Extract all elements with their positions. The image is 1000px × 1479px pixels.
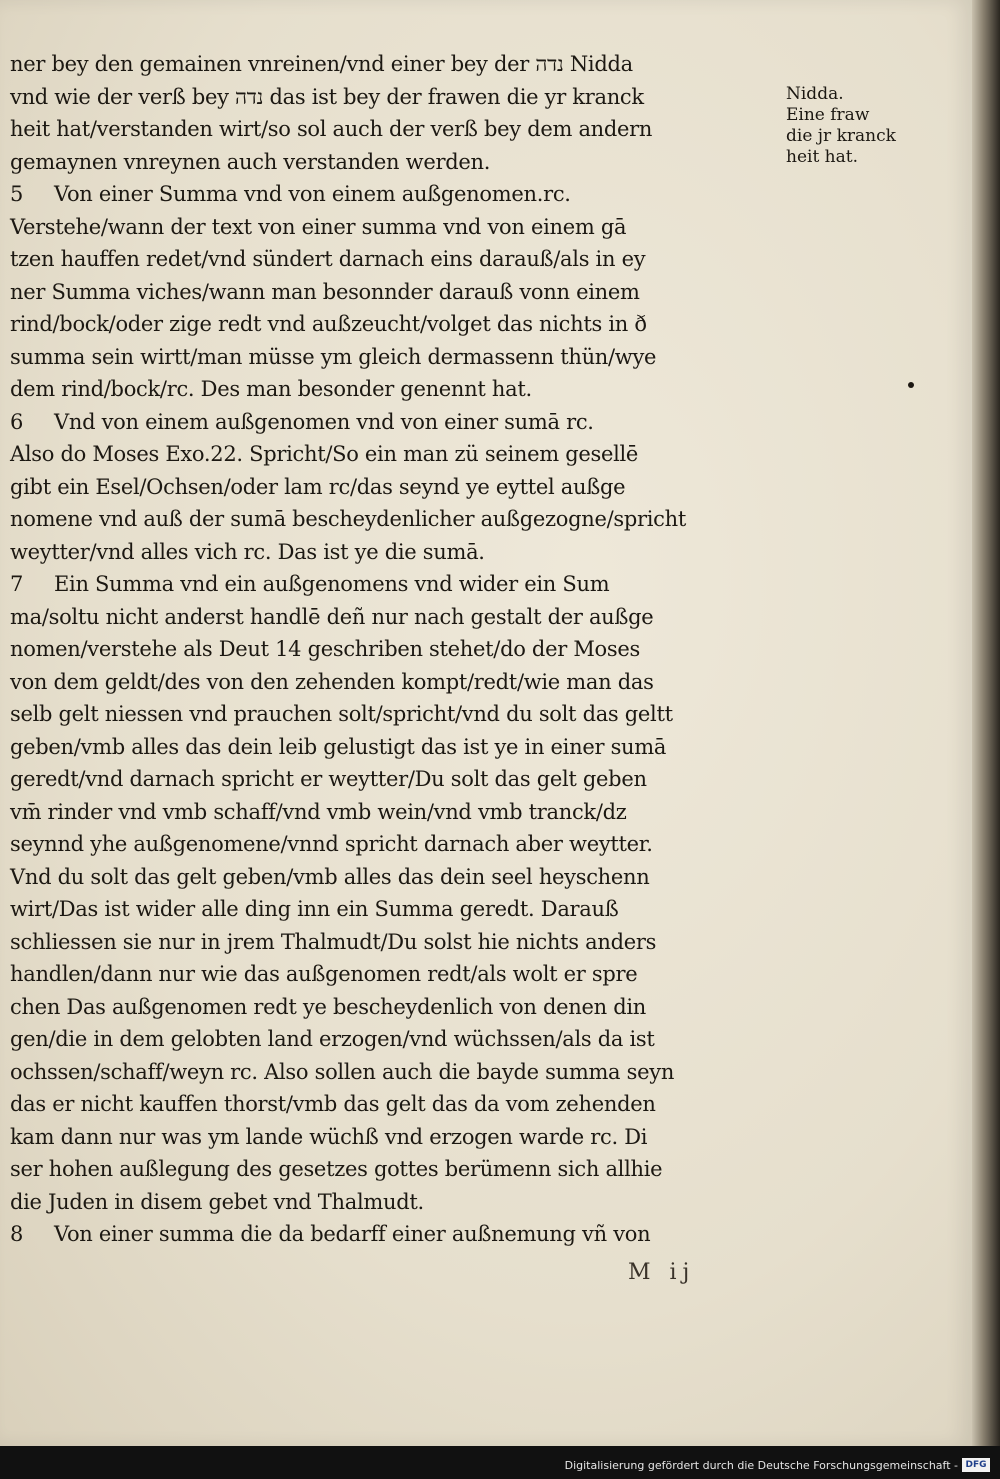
line-text: Vnd von einem außgenomen vnd von einer sumā rc. (54, 409, 594, 434)
line-text: gen/die in dem gelobten land erzogen/vnd wüchssen/als da ist (10, 1027, 655, 1051)
margin-note-line: heit hat. (786, 147, 859, 167)
text-line (10, 731, 790, 764)
text-line (10, 926, 790, 959)
main-text-block (10, 48, 790, 1251)
text-line (10, 893, 790, 926)
text-line (10, 471, 790, 504)
footer-credit: Digitalisierung gefördert durch die Deutsche Forschungsgemeinschaft - (564, 1459, 958, 1472)
line-text: das er nicht kauffen thorst/vmb das gelt das da vom zehenden (10, 1092, 656, 1116)
line-text: Von einer Summa vnd von einem außgenomen.rc. (54, 182, 571, 206)
line-text: geredt/vnd darnach spricht er weytter/Du solt das gelt geben (10, 767, 647, 791)
text-line (10, 958, 790, 991)
text-line (10, 243, 790, 276)
line-text: seynnd yhe außgenomene/vnnd spricht darnach aber weytter. (10, 832, 653, 856)
line-text: heit hat/verstanden wirt/so sol auch der verß bey dem andern (10, 117, 653, 141)
line-text: tzen hauffen redet/vnd sündert darnach eins darauß/als in ey (10, 247, 646, 271)
page-edge-shadow (972, 0, 1000, 1446)
line-text: chen Das außgenomen redt ye bescheydenlich von denen din (10, 994, 646, 1019)
text-line (10, 536, 790, 569)
text-line (10, 1153, 790, 1186)
line-text: ma/soltu nicht anderst handlē deñ nur nach gestalt der außge (10, 604, 654, 629)
text-line (10, 146, 790, 179)
text-line (10, 796, 790, 829)
line-text: gibt ein Esel/Ochsen/oder lam rc/das seynd ye eyttel außge (10, 474, 626, 499)
text-line (10, 373, 790, 406)
text-line (10, 1023, 790, 1056)
section-number: 6 (10, 409, 24, 434)
text-line (10, 406, 790, 439)
line-text: schliessen sie nur in jrem Thalmudt/Du solst hie nichts anders (10, 929, 657, 954)
text-line (10, 178, 790, 211)
text-line (10, 666, 790, 699)
section-number: 7 (10, 572, 24, 596)
section-number: 5 (10, 182, 24, 206)
text-line (10, 308, 790, 341)
line-text: von dem geldt/des von den zehenden kompt/redt/wie man das (10, 669, 654, 694)
margin-note-line: die jr kranck (786, 126, 896, 146)
line-text: summa sein wirtt/man müsse ym gleich dermassenn thün/wye (10, 344, 657, 369)
line-text: Also do Moses Exo.22. Spricht/So ein man zü seinem gesellē (10, 442, 639, 466)
line-text: die Juden in disem gebet vnd Thalmudt. (10, 1189, 424, 1214)
text-line (10, 113, 790, 146)
line-text: Ein Summa vnd ein außgenomens vnd wider ein Sum (54, 572, 610, 596)
text-line (10, 698, 790, 731)
text-line (10, 1186, 790, 1219)
line-text: kam dann nur was ym lande wüchß vnd erzogen warde rc. Di (10, 1124, 648, 1149)
ink-dot (908, 382, 914, 388)
text-line (10, 81, 790, 114)
margin-note-line: Nidda. (786, 84, 844, 104)
dfg-logo-icon: DFG (962, 1458, 990, 1472)
line-text: vnd wie der verß bey נדה das ist bey der frawen die yr kranck (10, 84, 644, 109)
text-line (10, 1056, 790, 1089)
line-text: nomene vnd auß der sumā bescheydenlicher außgezogne/spricht (10, 507, 686, 531)
text-line (10, 991, 790, 1024)
text-line (10, 276, 790, 309)
line-text: Vnd du solt das gelt geben/vmb alles das dein seel heyschenn (10, 864, 650, 889)
line-text: rind/bock/oder zige redt vnd außzeucht/volget das nichts in ð (10, 312, 647, 336)
text-line (10, 1088, 790, 1121)
text-line (10, 1218, 790, 1251)
line-text: ser hohen außlegung des gesetzes gottes berümenn sich allhie (10, 1157, 663, 1181)
margin-note-line: Eine fraw (786, 105, 870, 125)
section-number: 8 (10, 1222, 24, 1246)
line-text: wirt/Das ist wider alle ding inn ein Summa geredt. Darauß (10, 897, 619, 921)
line-text: gemaynen vnreynen auch verstanden werden. (10, 149, 491, 174)
line-text: weytter/vnd alles vich rc. Das ist ye die sumā. (10, 539, 485, 564)
text-line (10, 633, 790, 666)
text-line (10, 341, 790, 374)
text-line (10, 828, 790, 861)
text-line (10, 438, 790, 471)
line-text: selb gelt niessen vnd prauchen solt/spricht/vnd du solt das geltt (10, 702, 673, 726)
line-text: ner bey den gemainen vnreinen/vnd einer bey der נדה Nidda (10, 52, 633, 76)
line-text: ochssen/schaff/weyn rc. Also sollen auch die bayde summa seyn (10, 1059, 675, 1084)
text-line (10, 503, 790, 536)
text-line (10, 763, 790, 796)
line-text: Verstehe/wann der text von einer summa vnd von einem gā (10, 214, 627, 239)
text-line (10, 1121, 790, 1154)
line-text: Von einer summa die da bedarff einer außnemung vñ von (54, 1222, 651, 1246)
line-text: nomen/verstehe als Deut 14 geschriben stehet/do der Moses (10, 637, 640, 661)
line-text: ner Summa viches/wann man besonnder darauß vonn einem (10, 279, 640, 304)
signature-mark: M ij (628, 1260, 696, 1285)
text-line (10, 601, 790, 634)
line-text: dem rind/bock/rc. Des man besonder genennt hat. (10, 377, 532, 401)
margin-note (786, 84, 916, 168)
text-line (10, 48, 790, 81)
text-line (10, 861, 790, 894)
line-text: geben/vmb alles das dein leib gelustigt das ist ye in einer sumā (10, 734, 667, 759)
line-text: vm̄ rinder vnd vmb schaff/vnd vmb wein/vnd vmb tranck/dz (10, 799, 627, 824)
text-line (10, 568, 790, 601)
text-line (10, 211, 790, 244)
line-text: handlen/dann nur wie das außgenomen redt/als wolt er spre (10, 962, 638, 986)
